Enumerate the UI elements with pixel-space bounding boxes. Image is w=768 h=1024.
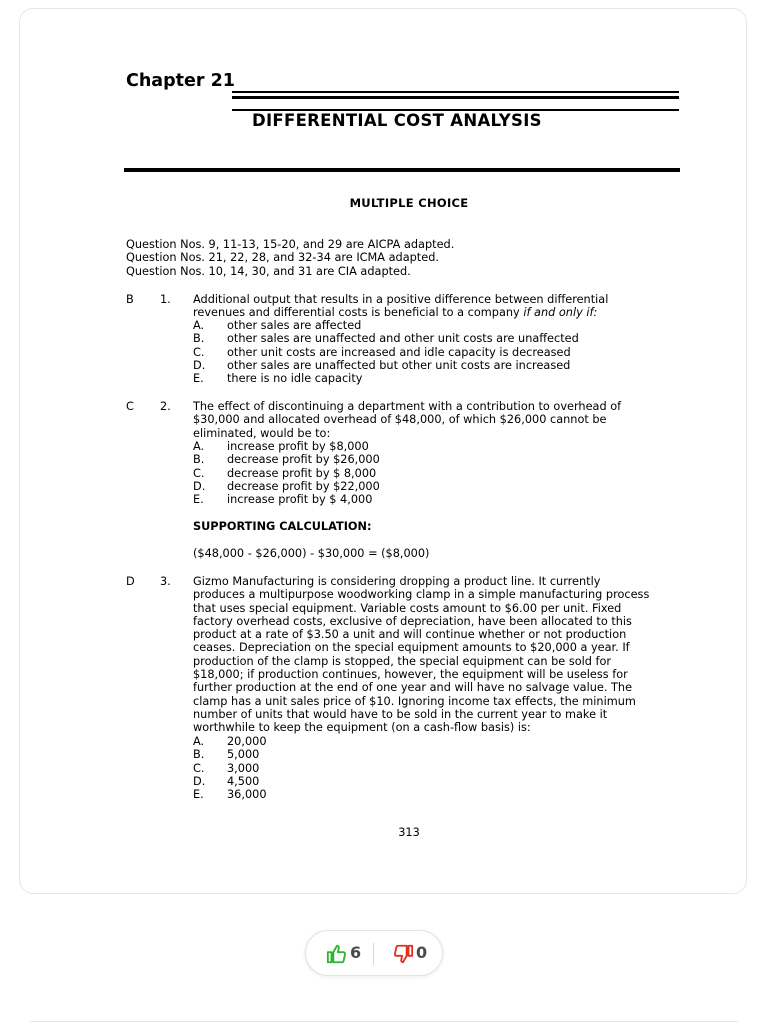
stem-line: eliminated, would be to: bbox=[193, 426, 331, 440]
option-text: increase profit by $8,000 bbox=[227, 440, 369, 453]
answer-key: D bbox=[126, 575, 135, 588]
option-texts bbox=[227, 440, 380, 506]
stem-line: produces a multipurpose woodworking clamp in a simple manufacturing process bbox=[193, 588, 650, 602]
option-letter: A. bbox=[193, 440, 205, 453]
stem-line: product at a rate of $3.50 a unit and will continue whether or not production bbox=[193, 628, 627, 642]
question-stem bbox=[193, 293, 608, 320]
option-text: decrease profit by $22,000 bbox=[227, 479, 380, 493]
option-text: decrease profit by $ 8,000 bbox=[227, 466, 377, 480]
dislike-count: 0 bbox=[416, 943, 428, 962]
title-divider bbox=[124, 168, 680, 172]
thumbs-down-icon bbox=[392, 943, 414, 965]
stem-line: $18,000; if production continues, however, the equipment will be useless for bbox=[193, 668, 628, 682]
chapter-title: DIFFERENTIAL COST ANALYSIS bbox=[252, 111, 542, 130]
stem-line: number of units that would have to be sold in the current year to make it bbox=[193, 707, 608, 721]
option-letter: D. bbox=[193, 358, 206, 372]
option-text: other sales are unaffected but other unit costs are increased bbox=[227, 358, 571, 372]
stem-line: worthwhile to keep the equipment (on a cash-flow basis) is: bbox=[193, 721, 531, 735]
option-text: increase profit by $ 4,000 bbox=[227, 493, 373, 507]
option-text: 4,500 bbox=[227, 774, 260, 788]
like-count: 6 bbox=[350, 943, 362, 962]
option-letter: B. bbox=[193, 748, 205, 762]
option-letter: E. bbox=[193, 788, 204, 802]
like-button[interactable] bbox=[326, 943, 348, 969]
option-letter: B. bbox=[193, 453, 205, 467]
header-rule-top bbox=[232, 91, 679, 93]
source-note: Question Nos. 21, 22, 28, and 32-34 are ICMA adapted. bbox=[126, 251, 439, 265]
source-note: Question Nos. 9, 11-13, 15-20, and 29 are AICPA adapted. bbox=[126, 238, 455, 251]
question-number: 1. bbox=[160, 293, 171, 306]
option-text: there is no idle capacity bbox=[227, 372, 363, 386]
stem-line: The effect of discontinuing a department with a contribution to overhead of bbox=[193, 400, 622, 413]
feedback-bar bbox=[305, 930, 443, 976]
option-text: 20,000 bbox=[227, 735, 267, 748]
question-stem bbox=[193, 400, 621, 440]
option-letter: C. bbox=[193, 345, 205, 359]
stem-line: Additional output that results in a positive difference between differential bbox=[193, 293, 609, 306]
option-text: other unit costs are increased and idle capacity is decreased bbox=[227, 345, 571, 359]
answer-key: B bbox=[126, 293, 134, 306]
option-letter: A. bbox=[193, 319, 205, 332]
option-letter: E. bbox=[193, 372, 204, 386]
option-letter: B. bbox=[193, 332, 205, 346]
stem-line: that uses special equipment. Variable costs amount to $6.00 per unit. Fixed bbox=[193, 601, 622, 615]
dislike-button[interactable] bbox=[392, 943, 414, 969]
stem-line: ceases. Depreciation on the special equipment amounts to $20,000 a year. If bbox=[193, 641, 630, 655]
question-number: 2. bbox=[160, 400, 171, 413]
section-heading: MULTIPLE CHOICE bbox=[349, 196, 469, 210]
bottom-divider bbox=[30, 1021, 738, 1022]
option-letter: A. bbox=[193, 735, 205, 748]
stem-line: factory overhead costs, exclusive of depreciation, have been allocated to this bbox=[193, 614, 632, 628]
option-text: 3,000 bbox=[227, 761, 260, 775]
option-texts bbox=[227, 735, 267, 801]
option-letters bbox=[193, 440, 205, 506]
option-text: other sales are affected bbox=[227, 319, 362, 332]
option-letters bbox=[193, 735, 205, 801]
option-text: other sales are unaffected and other unit costs are unaffected bbox=[227, 332, 579, 346]
stem-line: production of the clamp is stopped, the special equipment can be sold for bbox=[193, 654, 612, 668]
option-letter: D. bbox=[193, 479, 206, 493]
stem-emphasis: if and only if: bbox=[523, 306, 598, 320]
chapter-heading: Chapter 21 bbox=[126, 71, 235, 91]
header-rule-middle bbox=[232, 96, 679, 99]
option-text: decrease profit by $26,000 bbox=[227, 453, 380, 467]
option-letter: E. bbox=[193, 493, 204, 507]
option-text: 5,000 bbox=[227, 748, 260, 762]
source-note: Question Nos. 10, 14, 30, and 31 are CIA adapted. bbox=[126, 264, 411, 278]
option-texts bbox=[227, 319, 579, 385]
stem-line: clamp has a unit sales price of $10. Ignoring income tax effects, the minimum bbox=[193, 694, 636, 708]
supporting-calculation: ($48,000 - $26,000) - $30,000 = ($8,000) bbox=[193, 547, 430, 560]
source-notes bbox=[126, 238, 454, 278]
page-number: 313 bbox=[398, 826, 420, 839]
stem-line: Gizmo Manufacturing is considering dropping a product line. It currently bbox=[193, 575, 601, 588]
option-text: 36,000 bbox=[227, 788, 267, 802]
stem-line: further production at the end of one year and will have no salvage value. The bbox=[193, 681, 633, 695]
stem-line bbox=[193, 306, 608, 319]
option-letter: D. bbox=[193, 774, 206, 788]
stem-line: $30,000 and allocated overhead of $48,000, of which $26,000 cannot be bbox=[193, 413, 607, 427]
thumbs-up-icon bbox=[326, 943, 348, 965]
question-stem bbox=[193, 575, 649, 735]
question-number: 3. bbox=[160, 575, 171, 588]
document-page bbox=[19, 8, 747, 894]
feedback-separator bbox=[373, 943, 374, 965]
stem-text: revenues and differential costs is beneficial to a company bbox=[193, 306, 524, 320]
option-letter: C. bbox=[193, 761, 205, 775]
option-letters bbox=[193, 319, 205, 385]
answer-key: C bbox=[126, 400, 134, 413]
option-letter: C. bbox=[193, 466, 205, 480]
supporting-calculation-label: SUPPORTING CALCULATION: bbox=[193, 520, 372, 533]
